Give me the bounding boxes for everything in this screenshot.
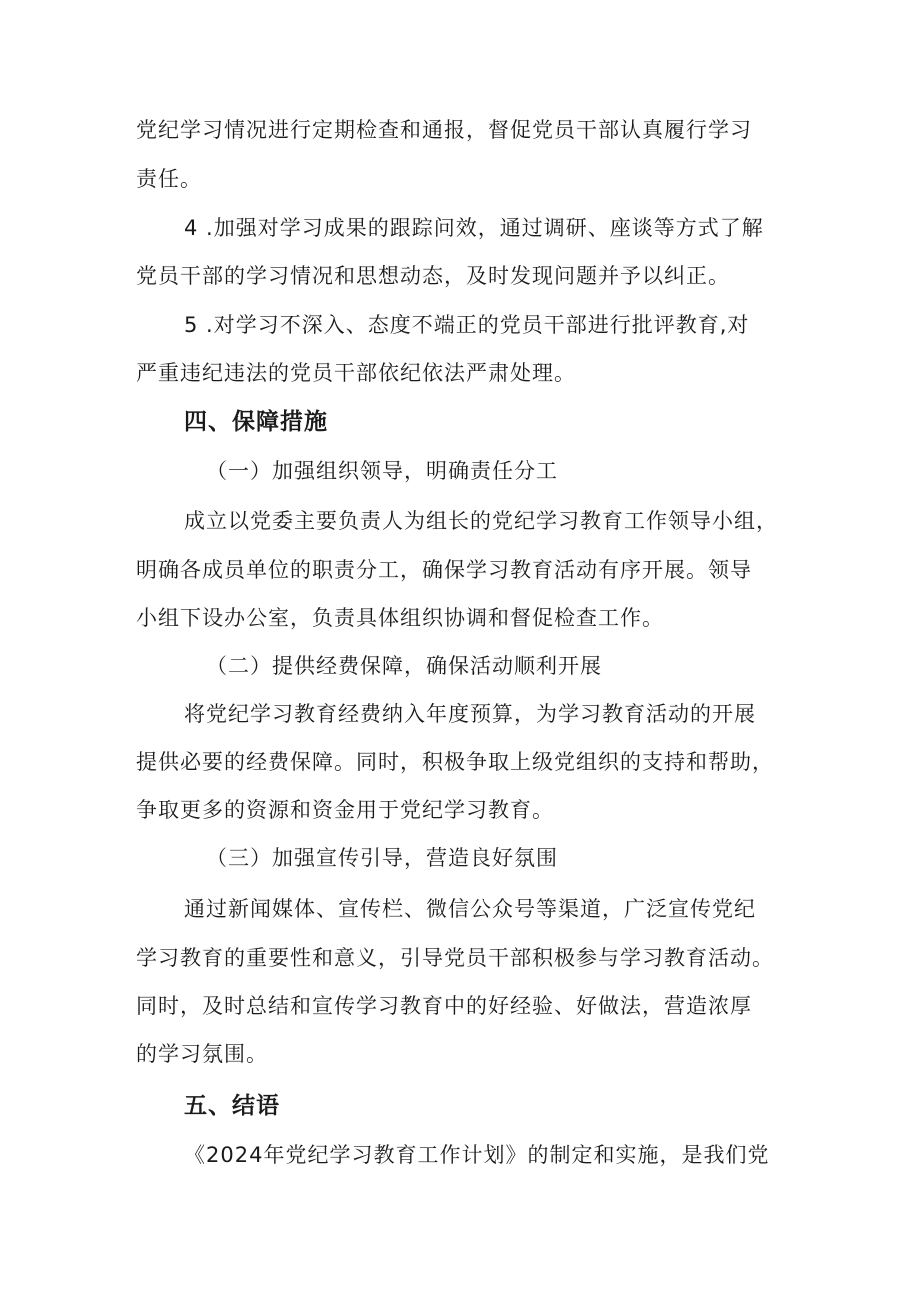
body-line: 小组下设办公室，负责具体组织协调和督促检查工作。	[136, 606, 664, 630]
subsection-heading-1: （一）加强组织领导，明确责任分工	[206, 459, 558, 483]
body-line: 同时，及时总结和宣传学习教育中的好经验、好做法，营造浓厚	[136, 994, 752, 1018]
section-heading-5: 五、结语	[184, 1093, 280, 1119]
subsection-heading-2: （二）提供经费保障，确保活动顺利开展	[206, 654, 602, 678]
body-line: 《2024年党纪学习教育工作计划》的制定和实施，是我们党	[184, 1143, 770, 1167]
body-line: 争取更多的资源和资金用于党纪学习教育。	[136, 798, 554, 822]
body-line: 提供必要的经费保障。同时，积极争取上级党组织的支持和帮助，	[136, 750, 774, 774]
body-line: 通过新闻媒体、宣传栏、微信公众号等渠道，广泛宣传党纪	[184, 897, 756, 921]
section-heading-4: 四、保障措施	[184, 409, 328, 435]
list-item-5: 5 .对学习不深入、态度不端正的党员干部进行批评教育,对	[184, 313, 750, 337]
body-line: 党纪学习情况进行定期检查和通报，督促党员干部认真履行学习	[136, 118, 752, 142]
body-line: 明确各成员单位的职责分工，确保学习教育活动有序开展。领导	[136, 558, 752, 582]
body-line: 严重违纪违法的党员干部依纪依法严肃处理。	[136, 361, 576, 385]
subsection-heading-3: （三）加强宣传引导，营造良好氛围	[206, 846, 558, 870]
list-item-4: 4 .加强对学习成果的跟踪问效，通过调研、座谈等方式了解	[184, 216, 764, 240]
body-line: 将党纪学习教育经费纳入年度预算，为学习教育活动的开展	[184, 702, 756, 726]
body-line: 党员干部的学习情况和思想动态，及时发现问题并予以纠正。	[136, 264, 730, 288]
body-line: 的学习氛围。	[136, 1042, 268, 1066]
body-line: 成立以党委主要负责人为组长的党纪学习教育工作领导小组，	[184, 509, 778, 533]
body-line: 责任。	[136, 167, 202, 191]
body-line: 学习教育的重要性和意义，引导党员干部积极参与学习教育活动。	[136, 946, 774, 970]
